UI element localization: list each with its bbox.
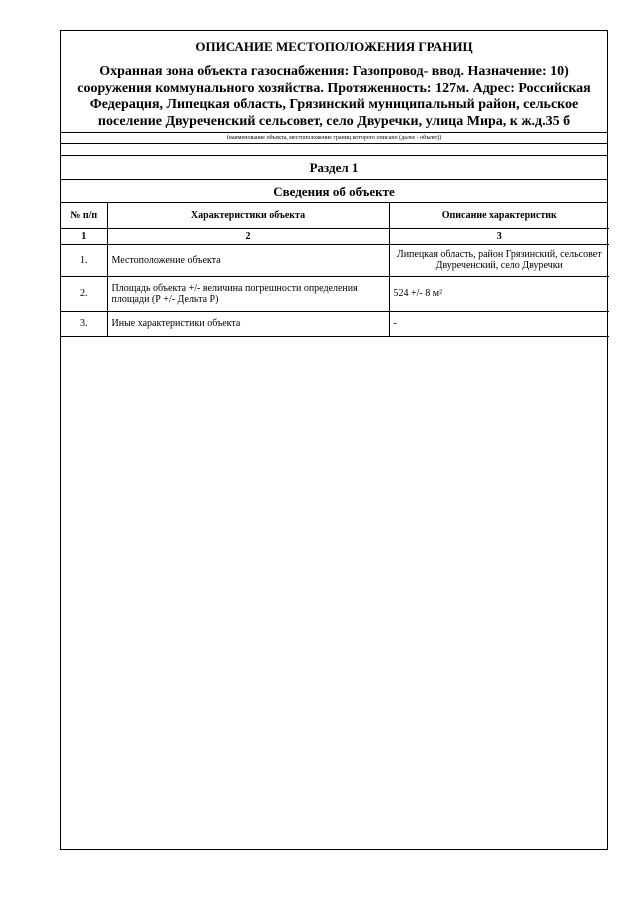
table-header-row [61,203,609,228]
table-row [61,244,609,276]
table-row [61,311,609,336]
column-number-row [61,228,609,244]
header-characteristic: Характеристики объекта [107,203,389,228]
row-description: Липецкая область, район Грязинский, сельсовет Двуреченский, село Двуречки [389,244,609,276]
document-title: ОПИСАНИЕ МЕСТОПОЛОЖЕНИЯ ГРАНИЦ [195,39,473,54]
row-characteristic: Площадь объекта +/- величина погрешности определения площади (Р +/- Дельта Р) [107,276,389,311]
section-title: Раздел 1 [61,156,607,180]
column-number: 3 [389,228,609,244]
row-number: 2. [61,276,107,311]
characteristics-table [61,203,609,337]
section-subtitle: Сведения об объекте [61,180,607,203]
row-characteristic: Иные характеристики объекта [107,311,389,336]
header-number: № п/п [61,203,107,228]
title-block [61,31,607,133]
column-number: 1 [61,228,107,244]
object-caption: (наименование объекта, местоположение границ которого описано (далее - объект)) [61,133,607,144]
header-description: Описание характеристик [389,203,609,228]
row-characteristic: Местоположение объекта [107,244,389,276]
row-description: 524 +/- 8 м² [389,276,609,311]
row-description: - [389,311,609,336]
row-number: 1. [61,244,107,276]
column-number: 2 [107,228,389,244]
spacer-row [61,144,607,156]
table-row [61,276,609,311]
row-number: 3. [61,311,107,336]
document-frame [60,30,608,850]
object-description: Охранная зона объекта газоснабжения: Газопровод- ввод. Назначение: 10) сооружения коммунального хозяйства. Протяженность: 127м. Адрес: Российская Федерация, Липецкая область, Грязинский муниципальный район, сельское поселение Двуреченский сельсовет, село Двуречки, улица Мира, к ж.д.35 б [77,64,591,129]
